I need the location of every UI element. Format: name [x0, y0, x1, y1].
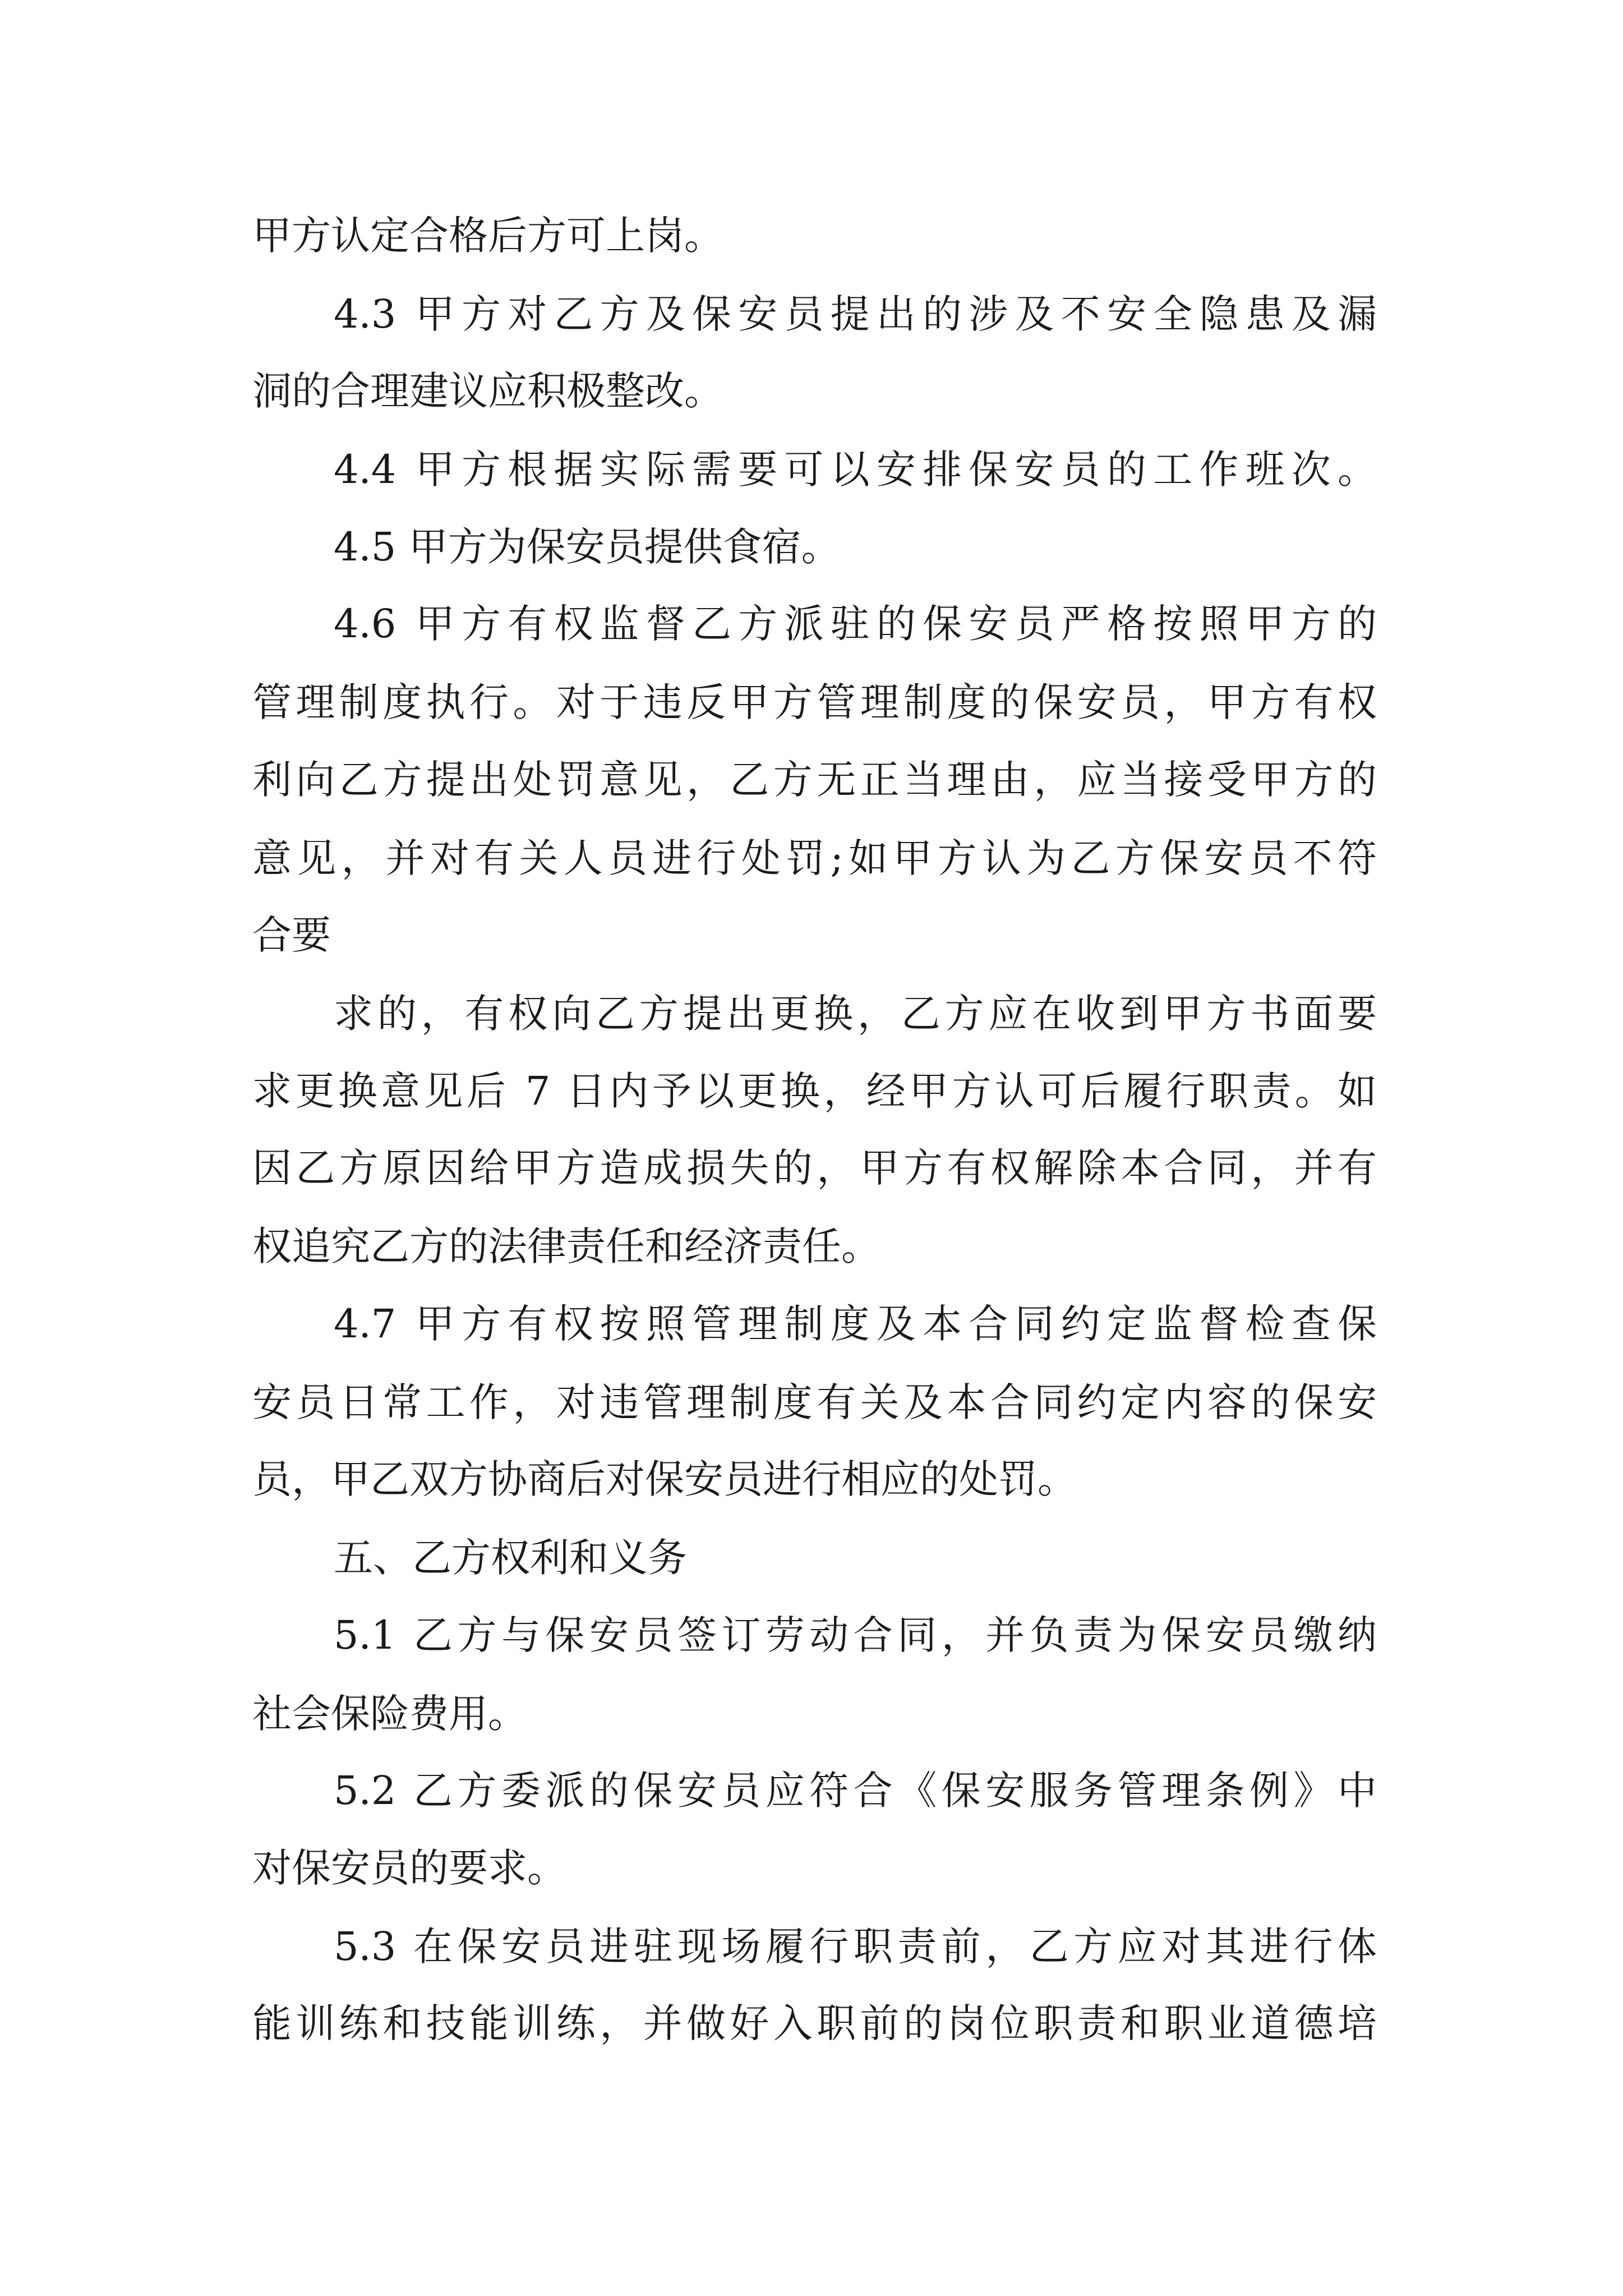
text-line: 4.7 甲方有权按照管理制度及本合同约定监督检查保 [334, 1301, 1377, 1347]
section-heading: 五、乙方权利和义务 [334, 1535, 687, 1581]
text-line: 4.5 甲方为保安员提供食宿。 [334, 524, 841, 570]
text-line: 对保安员的要求。 [252, 1845, 566, 1891]
text-line: 5.1 乙方与保安员签订劳动合同，并负责为保安员缴纳 [334, 1612, 1377, 1658]
text-line: 求更换意见后 7 日内予以更换，经甲方认可后履行职责。如 [252, 1068, 1377, 1114]
text-line: 洞的合理建议应积极整改。 [252, 368, 723, 414]
text-line: 4.3 甲方对乙方及保安员提出的涉及不安全隐患及漏 [334, 291, 1377, 337]
text-line: 社会保险费用。 [252, 1691, 527, 1737]
text-line: 权追究乙方的法律责任和经济责任。 [252, 1223, 880, 1269]
text-line: 安员日常工作，对违管理制度有关及本合同约定内容的保安 [252, 1379, 1377, 1425]
text-line: 5.3 在保安员进驻现场履行职责前，乙方应对其进行体 [334, 1924, 1377, 1970]
text-line: 能训练和技能训练，并做好入职前的岗位职责和职业道德培 [252, 2000, 1377, 2046]
text-line: 甲方认定合格后方可上岗。 [252, 213, 723, 259]
text-line: 利向乙方提出处罚意见，乙方无正当理由，应当接受甲方的 [252, 757, 1377, 803]
text-line: 4.6 甲方有权监督乙方派驻的保安员严格按照甲方的 [334, 601, 1377, 647]
text-line: 4.4 甲方根据实际需要可以安排保安员的工作班次。 [334, 447, 1377, 493]
text-line: 管理制度执行。对于违反甲方管理制度的保安员，甲方有权 [252, 679, 1377, 725]
text-line: 5.2 乙方委派的保安员应符合《保安服务管理条例》中 [334, 1768, 1377, 1814]
text-line: 员，甲乙双方协商后对保安员进行相应的处罚。 [252, 1456, 1077, 1502]
text-line: 求的，有权向乙方提出更换，乙方应在收到甲方书面要 [334, 991, 1377, 1037]
text-line: 因乙方原因给甲方造成损失的，甲方有权解除本合同，并有 [252, 1145, 1377, 1191]
text-line: 合要 [252, 912, 331, 958]
text-line: 意见，并对有关人员进行处罚;如甲方认为乙方保安员不符 [252, 835, 1377, 881]
